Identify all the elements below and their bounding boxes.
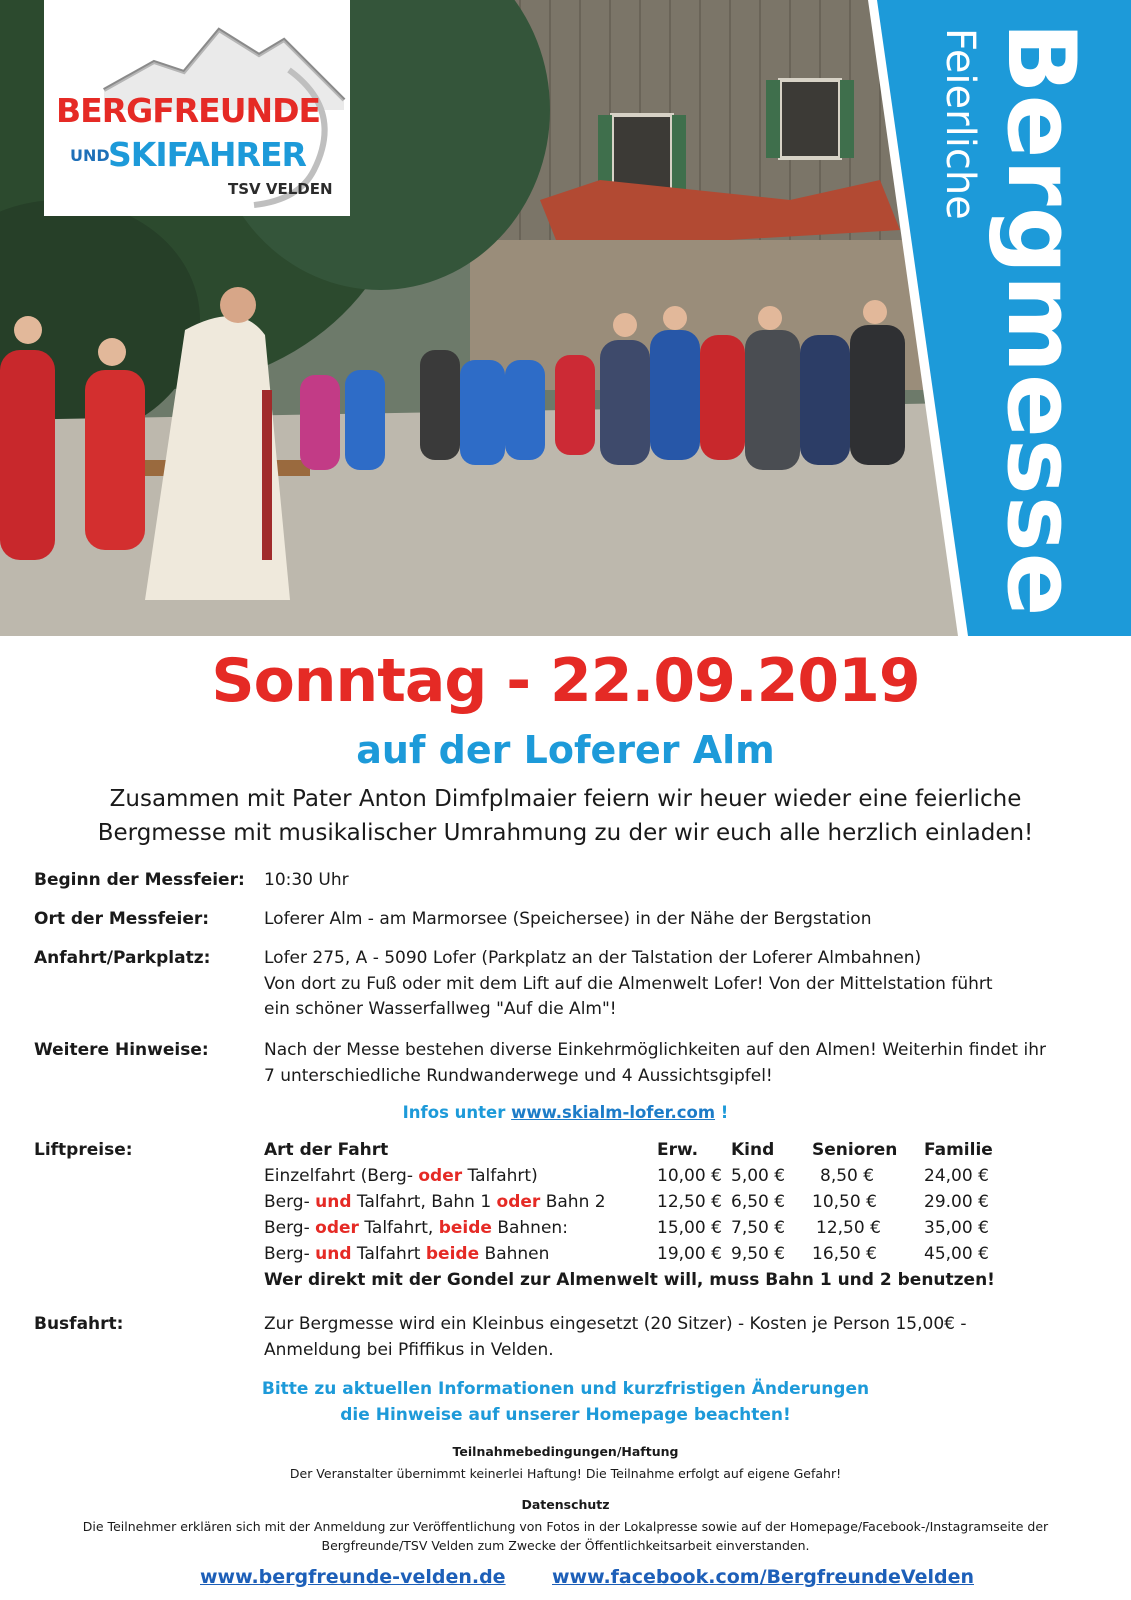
event-place: auf der Loferer Alm xyxy=(356,728,775,772)
detail-value xyxy=(264,907,1124,933)
price-senior: 12,50 € xyxy=(816,1218,881,1238)
price-child: 9,50 € xyxy=(731,1244,786,1264)
detail-label: Ort der Messfeier: xyxy=(34,909,210,929)
header-cell: Erw. xyxy=(657,1140,699,1160)
price-adult: 12,50 € xyxy=(657,1192,722,1212)
privacy-line: Bergfreunde/TSV Velden zum Zwecke der Öffentlichkeitsarbeit einverstanden. xyxy=(321,1538,810,1553)
price-adult: 19,00 € xyxy=(657,1244,722,1264)
privacy-title: Datenschutz xyxy=(521,1497,610,1512)
detail-value xyxy=(264,1038,1124,1089)
detail-value xyxy=(264,868,1124,894)
header-cell: Art der Fahrt xyxy=(264,1140,389,1160)
notice-line: Bitte zu aktuellen Informationen und kurzfristigen Änderungen xyxy=(261,1379,870,1399)
detail-line: Anmeldung bei Pfiffikus in Velden. xyxy=(264,1339,554,1360)
price-type: Berg- und Talfahrt beide Bahnen xyxy=(264,1244,550,1264)
header-cell: Kind xyxy=(731,1140,775,1160)
website-link[interactable]: www.bergfreunde-velden.de xyxy=(200,1566,506,1588)
facebook-link[interactable]: www.facebook.com/BergfreundeVelden xyxy=(552,1566,974,1588)
hero-section xyxy=(0,0,1131,636)
detail-label: Weitere Hinweise: xyxy=(34,1040,209,1060)
price-adult: 15,00 € xyxy=(657,1218,722,1238)
detail-label: Busfahrt: xyxy=(34,1314,124,1334)
logo-line1: BERGFREUNDE xyxy=(56,91,321,130)
header-cell: Familie xyxy=(924,1140,993,1160)
detail-line: Zur Bergmesse wird ein Kleinbus eingesetzt (20 Sitzer) - Kosten je Person 15,00€ - xyxy=(264,1314,967,1334)
price-child: 5,00 € xyxy=(731,1166,786,1186)
price-type: Berg- oder Talfahrt, beide Bahnen: xyxy=(264,1218,568,1238)
skialm-link[interactable]: www.skialm-lofer.com xyxy=(511,1103,716,1122)
detail-line: 7 unterschiedliche Rundwanderwege und 4 Aussichtsgipfel! xyxy=(264,1065,773,1086)
detail-line: Von dort zu Fuß oder mit dem Lift auf die Almenwelt Lofer! Von der Mittelstation führt xyxy=(264,973,993,994)
detail-line: Nach der Messe bestehen diverse Einkehrmöglichkeiten auf den Almen! Weiterhin findet ihr xyxy=(264,1040,1046,1060)
banner-text xyxy=(938,0,1131,636)
terms-title: Teilnahmebedingungen/Haftung xyxy=(452,1444,679,1459)
price-family: 29.00 € xyxy=(924,1192,989,1212)
gondola-note: Wer direkt mit der Gondel zur Almenwelt will, muss Bahn 1 und 2 benutzen! xyxy=(264,1270,995,1290)
detail-value xyxy=(264,1312,1124,1363)
price-senior: 10,50 € xyxy=(812,1192,877,1212)
detail-value xyxy=(264,946,1124,1023)
privacy-text xyxy=(0,1517,1131,1555)
event-date: Sonntag - 22.09.2019 xyxy=(211,646,920,716)
price-senior: 8,50 € xyxy=(820,1166,875,1186)
intro-text xyxy=(0,782,1131,850)
detail-line: 10:30 Uhr xyxy=(264,870,349,890)
header-cell: Senioren xyxy=(812,1140,898,1160)
detail-line: Loferer Alm - am Marmorsee (Speichersee) in der Nähe der Bergstation xyxy=(264,909,872,929)
terms-line: Der Veranstalter übernimmt keinerlei Haftung! Die Teilnahme erfolgt auf eigene Gefahr! xyxy=(289,1466,842,1481)
info-line xyxy=(0,1103,1131,1122)
info-prefix: Infos unter xyxy=(402,1103,512,1122)
detail-label: Beginn der Messfeier: xyxy=(34,870,245,890)
banner-subtitle: Feierliche xyxy=(937,28,983,220)
price-family: 24,00 € xyxy=(924,1166,989,1186)
price-family: 45,00 € xyxy=(924,1244,989,1264)
homepage-notice xyxy=(0,1376,1131,1428)
price-senior: 16,50 € xyxy=(812,1244,877,1264)
price-adult: 10,00 € xyxy=(657,1166,722,1186)
price-family: 35,00 € xyxy=(924,1218,989,1238)
detail-line: ein schöner Wasserfallweg "Auf die Alm"! xyxy=(264,999,617,1019)
banner-title: Bergmesse xyxy=(986,22,1095,618)
price-type: Berg- und Talfahrt, Bahn 1 oder Bahn 2 xyxy=(264,1192,606,1212)
intro-line: Zusammen mit Pater Anton Dimfplmaier feiern wir heuer wieder eine feierliche xyxy=(109,786,1022,812)
privacy-line: Die Teilnehmer erklären sich mit der Anmeldung zur Veröffentlichung von Fotos in der Lokalpresse sowie auf der Homepage/Facebook-/Instagramseite der xyxy=(82,1519,1049,1534)
intro-line: Bergmesse mit musikalischer Umrahmung zu der wir euch alle herzlich einladen! xyxy=(97,820,1034,846)
price-child: 7,50 € xyxy=(731,1218,786,1238)
terms-text xyxy=(0,1464,1131,1483)
detail-line: Lofer 275, A - 5090 Lofer (Parkplatz an der Talstation der Loferer Almbahnen) xyxy=(264,948,922,968)
price-child: 6,50 € xyxy=(731,1192,786,1212)
info-suffix: ! xyxy=(715,1103,729,1122)
detail-label: Anfahrt/Parkplatz: xyxy=(34,948,211,968)
logo-line2: SKIFAHRER xyxy=(108,135,306,174)
club-logo xyxy=(44,0,350,216)
logo-club: TSV VELDEN xyxy=(228,180,333,198)
prices-label: Liftpreise: xyxy=(34,1140,133,1160)
logo-und: UND xyxy=(70,146,110,165)
notice-line: die Hinweise auf unserer Homepage beachten! xyxy=(340,1405,791,1425)
price-type: Einzelfahrt (Berg- oder Talfahrt) xyxy=(264,1166,538,1186)
